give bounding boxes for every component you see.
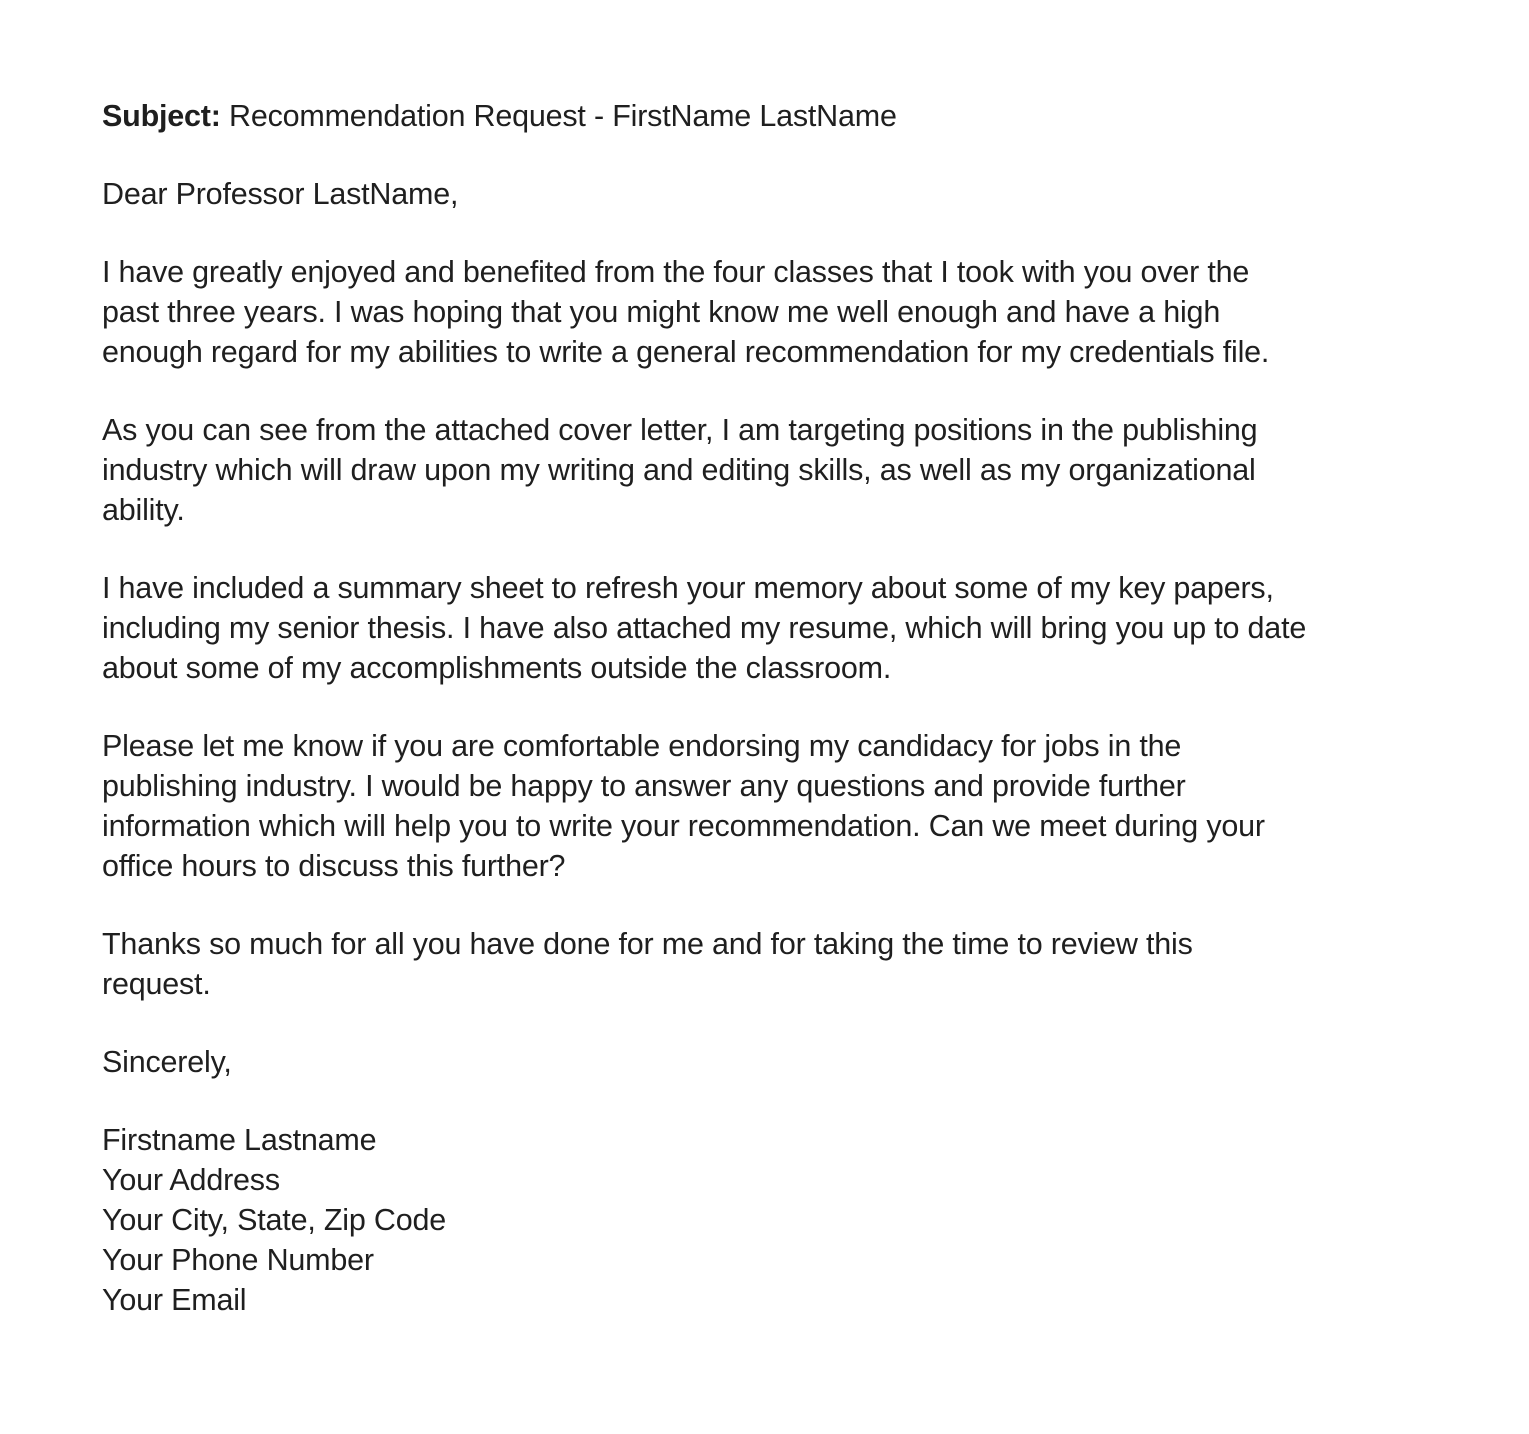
paragraph-line: I have included a summary sheet to refresh your memory about some of my key papers,: [102, 571, 1274, 605]
paragraph-5: [102, 924, 1442, 1004]
paragraph-line: I have greatly enjoyed and benefited from the four classes that I took with you over the: [102, 255, 1250, 289]
paragraph-line: past three years. I was hoping that you might know me well enough and have a high: [102, 295, 1221, 329]
paragraph-line: ability.: [102, 493, 185, 527]
paragraph-4: [102, 726, 1442, 886]
signature-email: Your Email: [102, 1283, 247, 1317]
signature-address: Your Address: [102, 1163, 280, 1197]
signature-city-state-zip: Your City, State, Zip Code: [102, 1203, 447, 1237]
paragraph-line: industry which will draw upon my writing and editing skills, as well as my organizational: [102, 453, 1256, 487]
paragraph-line: Please let me know if you are comfortable endorsing my candidacy for jobs in the: [102, 729, 1182, 763]
signature-block: [102, 1120, 1442, 1320]
paragraph-line: including my senior thesis. I have also attached my resume, which will bring you up to date: [102, 611, 1307, 645]
paragraph-line: request.: [102, 967, 211, 1001]
paragraph-2: [102, 410, 1442, 530]
paragraph-line: enough regard for my abilities to write a general recommendation for my credentials file.: [102, 335, 1270, 369]
salutation: Dear Professor LastName,: [102, 177, 459, 211]
paragraph-line: about some of my accomplishments outside the classroom.: [102, 651, 892, 685]
paragraph-line: Thanks so much for all you have done for me and for taking the time to review this: [102, 927, 1193, 961]
letter-body: [102, 96, 1442, 1320]
subject-text: Recommendation Request - FirstName LastName: [220, 99, 897, 133]
signature-name: Firstname Lastname: [102, 1123, 377, 1157]
paragraph-line: publishing industry. I would be happy to answer any questions and provide further: [102, 769, 1186, 803]
paragraph-line: As you can see from the attached cover letter, I am targeting positions in the publishing: [102, 413, 1258, 447]
subject-line: [102, 96, 1442, 136]
subject-label: Subject:: [102, 99, 221, 133]
paragraph-1: [102, 252, 1442, 372]
paragraph-line: information which will help you to write your recommendation. Can we meet during your: [102, 809, 1265, 843]
signature-phone: Your Phone Number: [102, 1243, 374, 1277]
paragraph-line: office hours to discuss this further?: [102, 849, 566, 883]
closing: Sincerely,: [102, 1045, 232, 1079]
paragraph-3: [102, 568, 1442, 688]
